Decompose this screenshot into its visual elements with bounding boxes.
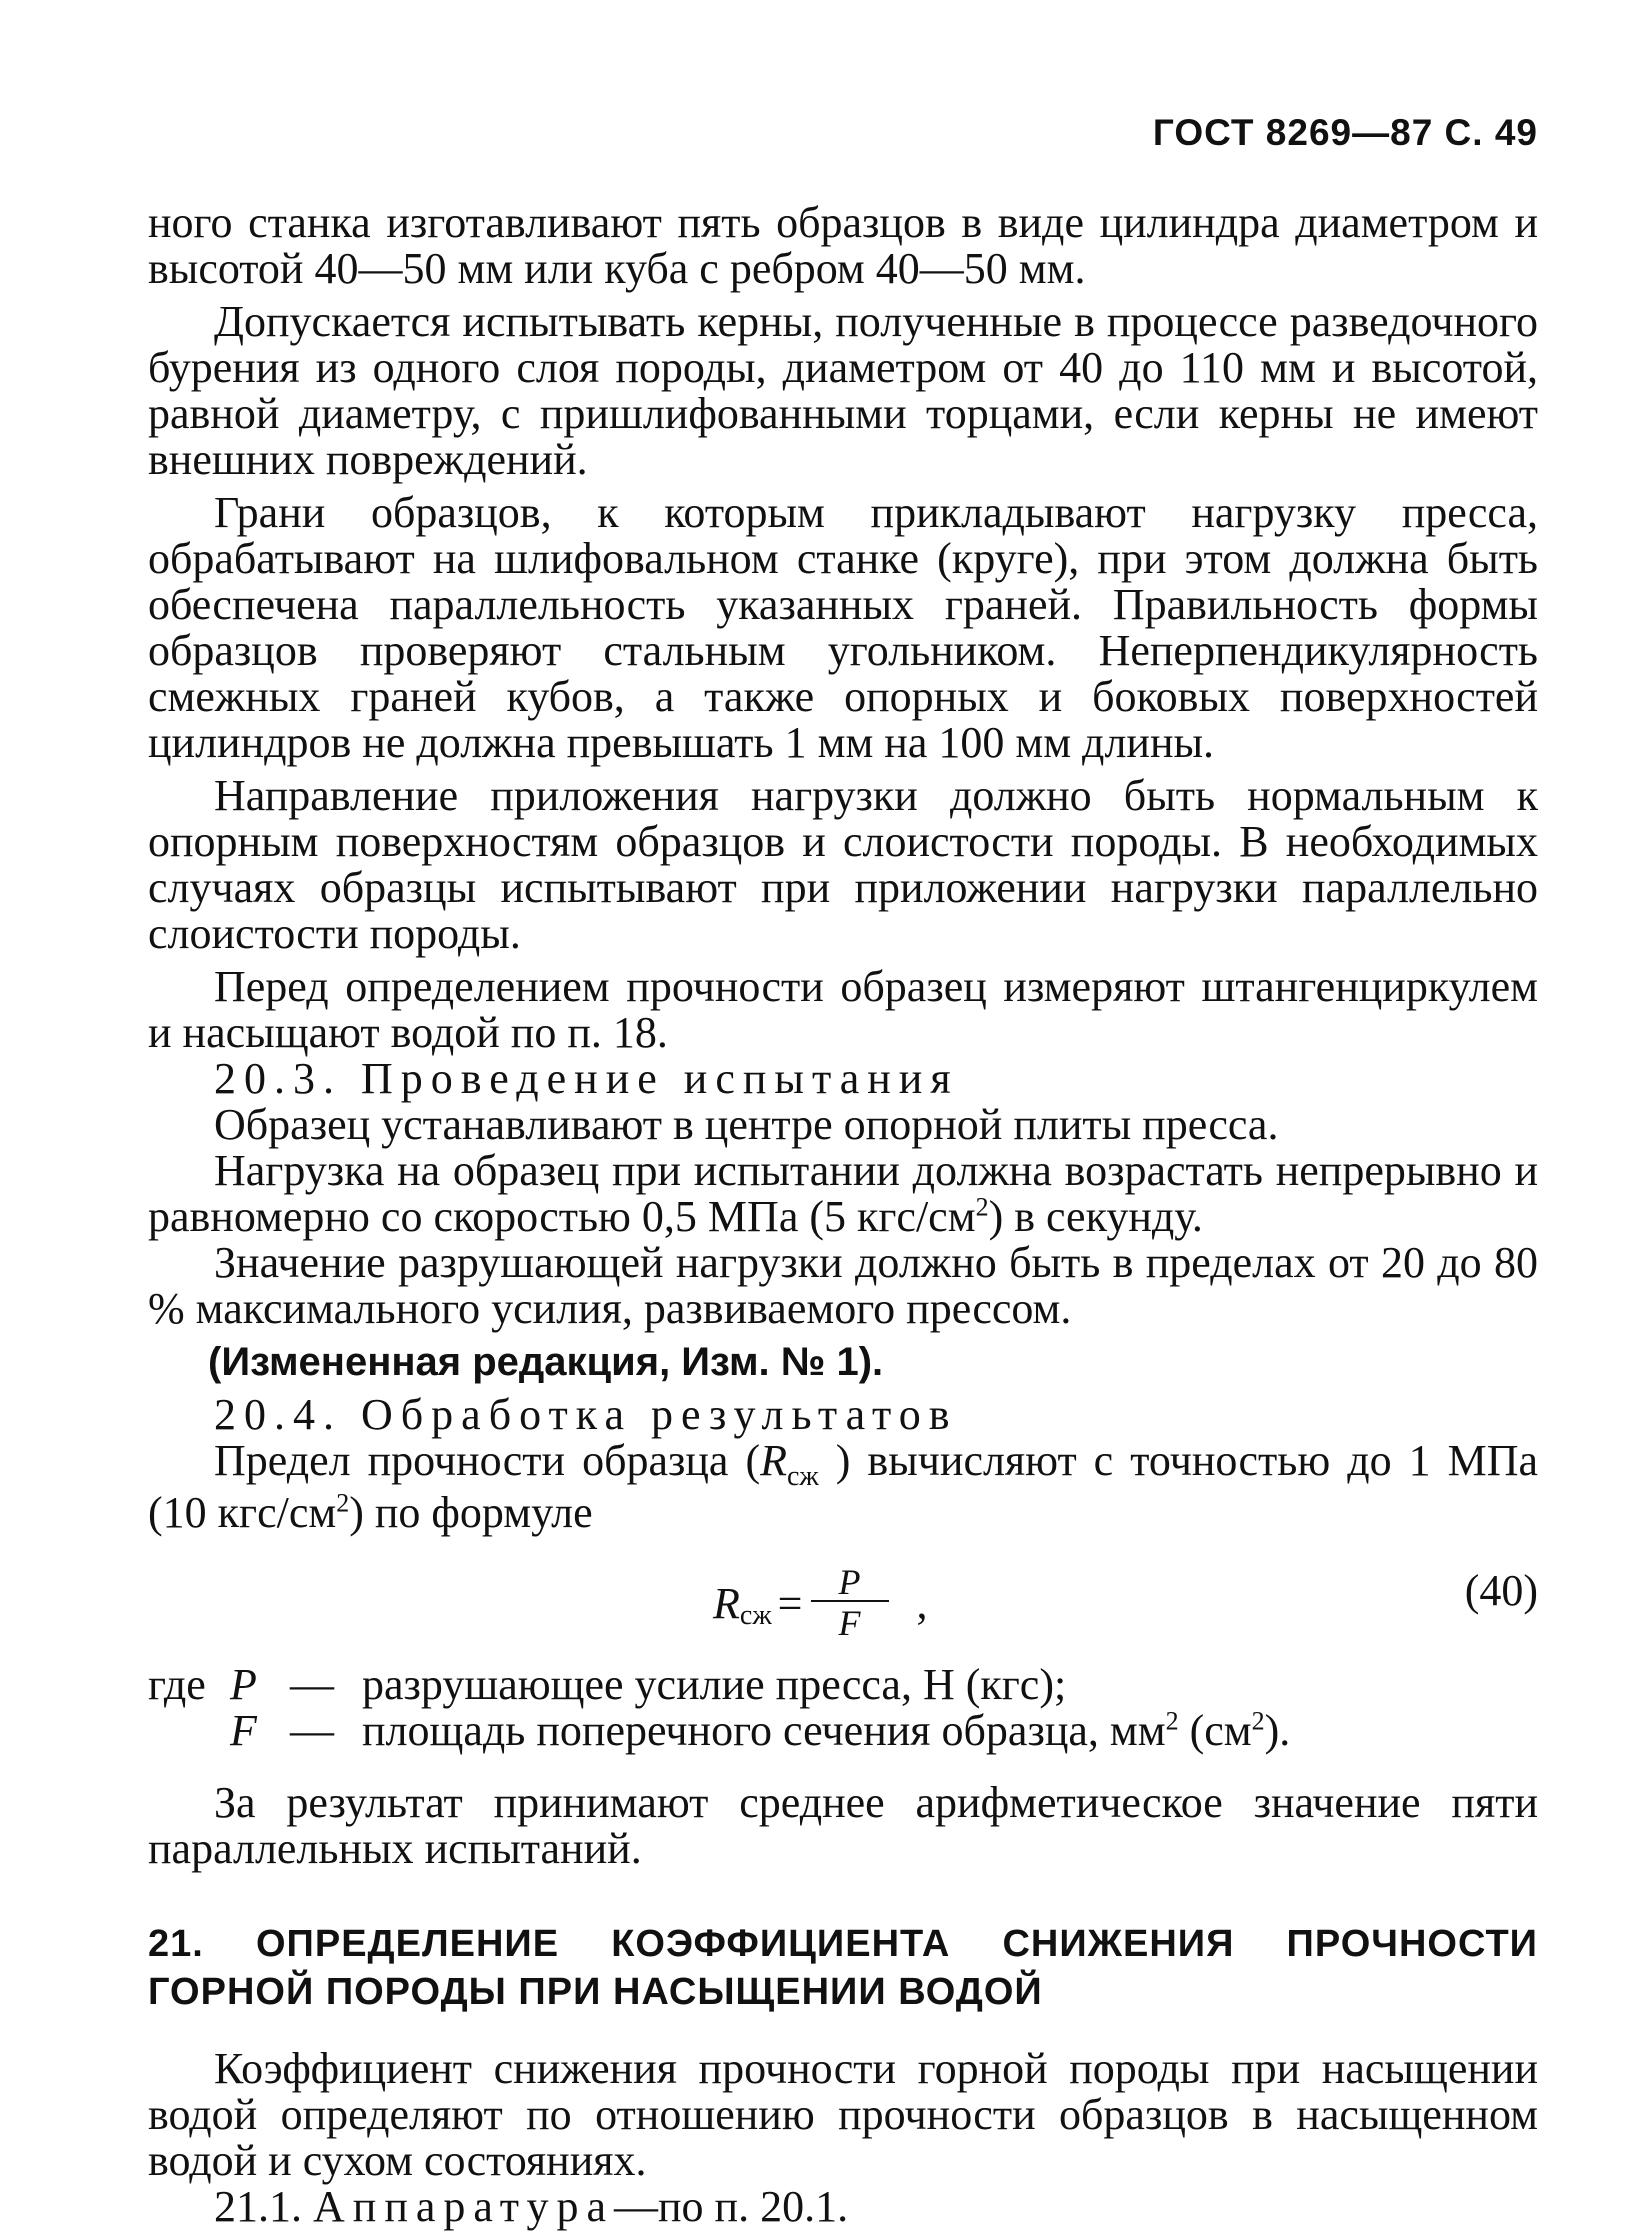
paragraph: Предел прочности образца ($R_{сж}$ ) вычисляют с точностью до 1 МПа (10 кгс/$см^2$) по формуле xyxy=(148,1436,1539,1537)
subsection-heading-20-3: 20.3. Проведение испытания xyxy=(214,1054,959,1103)
formula-expression: R сж = $\frac{P}{F}$ , xyxy=(713,1562,928,1643)
paragraph: ного станка изготавливают пять образцов в виде цилиндра диаметром и высотой 40—50 мм или куба с ребром 40—50 мм. xyxy=(148,198,1538,293)
subsection-heading-20-4: 20.4. Обработка результатов xyxy=(214,1390,958,1439)
formula-40 xyxy=(148,1544,1538,1662)
paragraph: Грани образцов, к которым прикладывают нагрузку пресса, обрабатывают на шлифовальном станке (круге), при этом должна быть обеспечена параллельность указанных граней. Правильность формы образцов проверяют стальным угольником. Неперпендикулярность смежных граней кубов, а также опорных и боковых поверхностей цилиндров не должна превышать 1 мм на 100 мм длины. xyxy=(148,488,1538,767)
paragraph: Допускается испытывать керны, полученные в процессе разведочного бурения из одного слоя породы, диаметром от 40 до 110 мм и высотой, равной диаметру, с пришлифованными торцами, если керны не имеют внешних повреждений. xyxy=(148,297,1538,484)
paragraph: Коэффициент снижения прочности горной породы при насыщении водой определяют по отношению прочности образцов в насыщенном водой и сухом состояниях. xyxy=(148,2044,1538,2185)
section-title-21: 21. ОПРЕДЕЛЕНИЕ КОЭФФИЦИЕНТА СНИЖЕНИЯ ПРОЧНОСТИ ГОРНОЙ ПОРОДЫ ПРИ НАСЫЩЕНИИ ВОДОЙ xyxy=(148,1923,1538,2013)
equation-number: (40) xyxy=(1464,1566,1538,1615)
document-body xyxy=(148,200,1538,2230)
page-header: ГОСТ 8269—87 С. 49 xyxy=(1152,112,1538,153)
paragraph: Перед определением прочности образец измеряют штангенциркулем и насыщают водой по п. 18. xyxy=(148,962,1538,1057)
amendment-note: (Измененная редакция, Изм. № 1). xyxy=(208,1340,884,1384)
subsection-heading-21-1: 21.1. Аппаратура—по п. 20.1. xyxy=(214,2182,849,2231)
paragraph: Направление приложения нагрузки должно быть нормальным к опорным поверхностям образцов и слоистости породы. В необходимых случаях образцы испытывают при приложении нагрузки параллельно слоистости породы. xyxy=(148,771,1538,958)
paragraph: Образец устанавливают в центре опорной плиты пресса. xyxy=(214,1100,1279,1149)
paragraph: Нагрузка на образец при испытании должна возрастать непрерывно и равномерно со скоростью 0,5 МПа (5 кгс/$см^2$) в секунду. xyxy=(148,1146,1538,1241)
paragraph: За результат принимают среднее арифметическое значение пяти параллельных испытаний. xyxy=(148,1778,1538,1873)
definition-item: где P — разрушающее усилие пресса, Н (кгс); xyxy=(148,1660,1067,1709)
fraction: $\frac{P}{F}$ xyxy=(811,1564,889,1644)
variable-definitions xyxy=(148,1662,1538,1754)
paragraph: Значение разрушающей нагрузки должно быть в пределах от 20 до 80 % максимального усилия, развиваемого прессом. xyxy=(148,1238,1538,1333)
definition-item: F — площадь поперечного сечения образца, $мм^2$ $(см^2)$. xyxy=(230,1706,1291,1755)
